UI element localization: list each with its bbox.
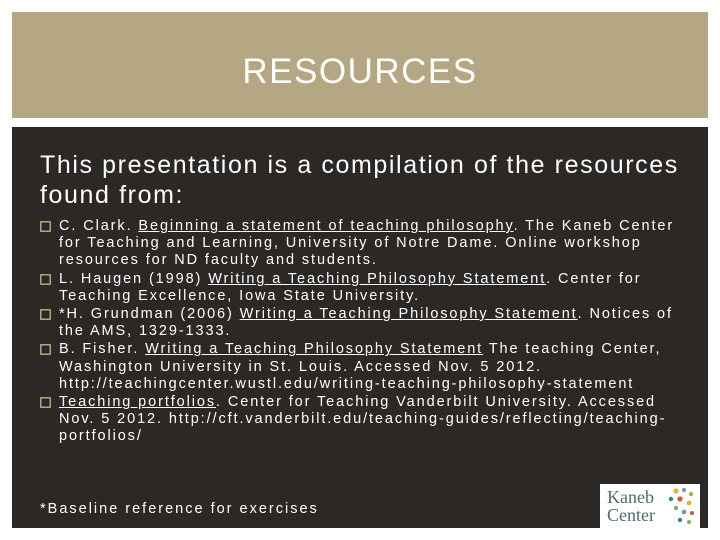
bullet-icon — [40, 221, 51, 232]
bullet-icon — [40, 274, 51, 285]
reference-details: . Center for Teaching Excellence, Iowa State University. — [59, 270, 642, 304]
header-divider — [12, 118, 708, 127]
reference-details: The teaching Center, Washington University in St. Louis. Accessed Nov. 5 2012. http://teachingcenter.wustl.edu/writing-teaching-philosophy-statement — [59, 341, 662, 392]
page-title: RESOURCES — [242, 52, 478, 91]
bullet-icon — [40, 397, 51, 408]
slide-header — [12, 12, 708, 118]
reference-details: . Notices of the AMS, 1329-1333. — [59, 306, 673, 340]
kaneb-center-logo — [600, 484, 700, 530]
slide — [12, 12, 708, 528]
reference-item — [40, 394, 690, 446]
footnote: *Baseline reference for exercises — [40, 501, 319, 517]
reference-details: . Center for Teaching Vanderbilt University. Accessed Nov. 5 2012. http://cft.vanderbilt.edu/teaching-guides/reflecting/teaching-portfolios/ — [59, 394, 667, 445]
bullet-icon — [40, 309, 51, 320]
reference-text: *H. Grundman (2006) — [59, 306, 240, 323]
logo-dots-icon — [662, 486, 696, 528]
reference-text: C. Clark. — [59, 218, 139, 234]
reference-text: L. Haugen (1998) — [59, 270, 209, 287]
bullet-icon — [40, 344, 51, 355]
logo-line-2: Center — [607, 505, 655, 525]
reference-item — [40, 271, 690, 305]
logo-wordmark — [607, 488, 667, 524]
reference-item — [40, 341, 690, 393]
intro-text: This presentation is a compilation of the resources found from: — [40, 151, 679, 209]
reference-title[interactable]: Writing a Teaching Philosophy Statement — [145, 341, 484, 358]
reference-title[interactable]: Beginning a statement of teaching philosophy — [138, 218, 514, 234]
reference-list — [40, 218, 690, 447]
slide-body — [12, 127, 708, 528]
reference-item — [40, 218, 690, 270]
reference-details: . The Kaneb Center for Teaching and Learning, University of Notre Dame. Online workshop resources for ND faculty and students. — [59, 218, 675, 269]
reference-title[interactable]: Writing a Teaching Philosophy Statement — [239, 306, 578, 323]
reference-title[interactable]: Writing a Teaching Philosophy Statement — [208, 270, 547, 287]
reference-text: B. Fisher. — [59, 341, 146, 358]
logo-line-1: Kaneb — [607, 487, 654, 507]
reference-item — [40, 306, 690, 340]
reference-title[interactable]: Teaching portfolios — [59, 394, 217, 411]
